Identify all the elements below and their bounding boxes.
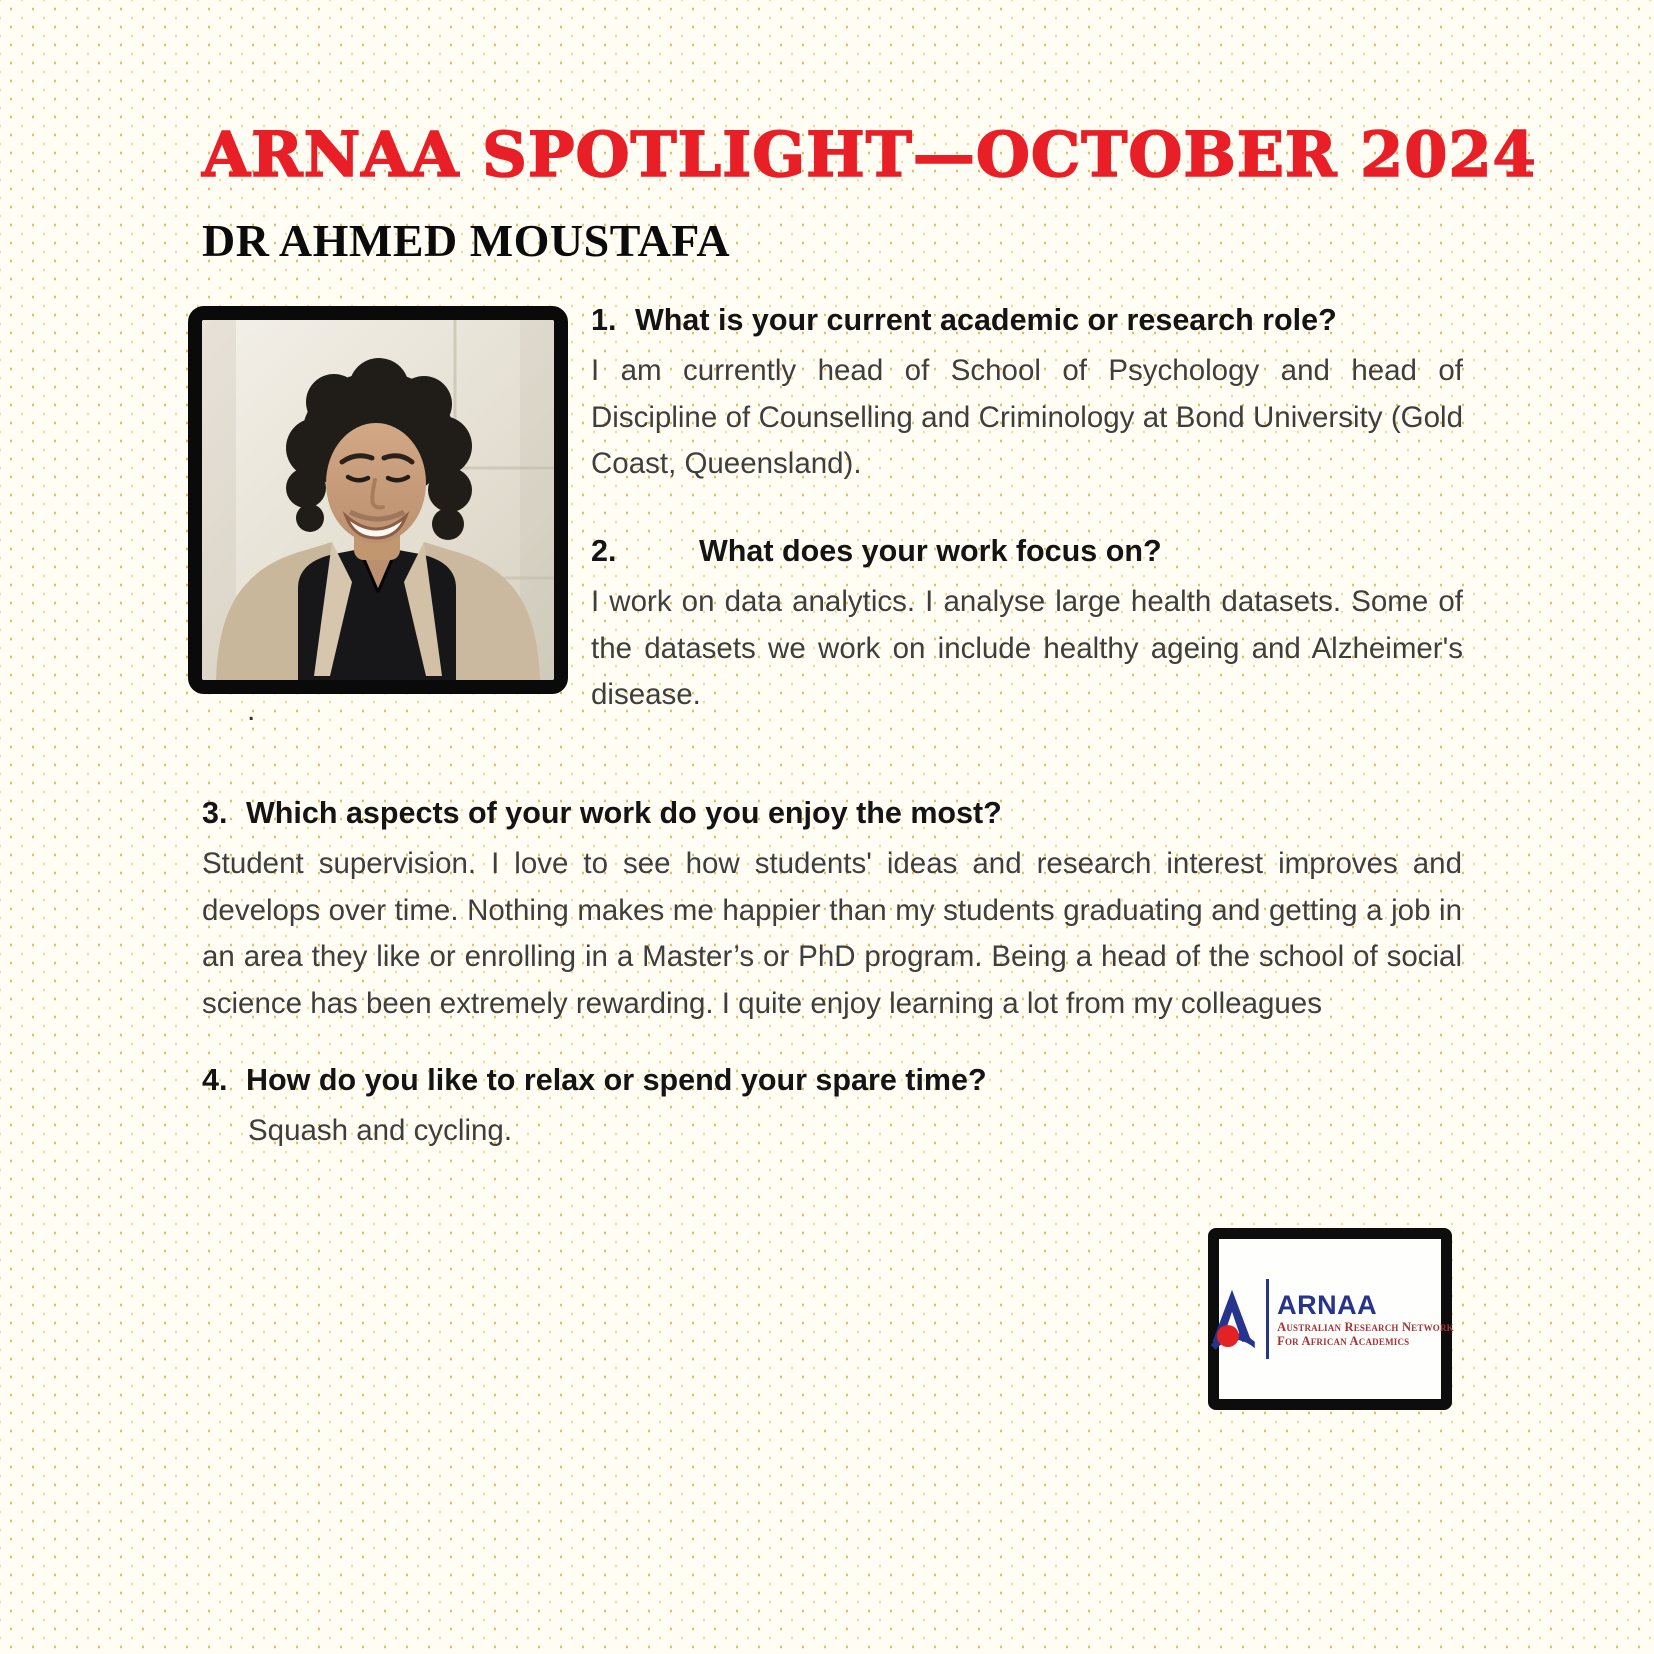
page-title: ARNAA SPOTLIGHT—OCTOBER 2024 <box>202 118 1537 191</box>
qa-section-4 <box>202 1060 1462 1155</box>
qa-section-2 <box>591 531 1463 719</box>
answer-3-text: Student supervision. I love to see how students' ideas and research interest improves and develops over time. Nothing makes me happier than my students graduating and getting a job in an area they like or enrolling in a Master’s or PhD program. Being a head of the school of social science has been extremely rewarding. I quite enjoy learning a lot from my colleagues <box>202 847 1462 1020</box>
logo-brand-name: ARNAA <box>1277 1290 1378 1320</box>
question-3-heading <box>202 793 1462 833</box>
logo-tagline-line2: For African Academics <box>1277 1334 1410 1348</box>
question-1-text: What is your current academic or research role? <box>635 303 1337 337</box>
logo-text-block <box>1277 1290 1454 1348</box>
question-2-heading <box>591 531 1463 571</box>
answer-4-text: Squash and cycling. <box>248 1114 513 1147</box>
arnaa-logo-mark-icon <box>1206 1283 1258 1355</box>
question-2-text: What does your work focus on? <box>699 534 1162 568</box>
question-4-number: 4. <box>202 1063 228 1097</box>
question-3-text: Which aspects of your work do you enjoy the most? <box>246 796 1002 830</box>
answer-2-text: I work on data analytics. I analyse large health datasets. Some of the datasets we work on include healthy ageing and Alzheimer's disease. <box>591 585 1463 711</box>
question-4-text: How do you like to relax or spend your spare time? <box>246 1063 987 1097</box>
portrait-illustration <box>202 320 554 680</box>
question-1-number: 1. <box>591 303 617 337</box>
arnaa-logo-box <box>1208 1228 1452 1410</box>
logo-divider <box>1266 1279 1269 1359</box>
question-1-heading <box>591 300 1463 340</box>
qa-section-1 <box>591 300 1463 488</box>
logo-tagline-line1: Australian Research Network <box>1277 1320 1454 1334</box>
answer-1-text: I am currently head of School of Psychology and head of Discipline of Counselling and Criminology at Bond University (Gold Coast, Queensland). <box>591 354 1463 480</box>
featured-person-name: DR AHMED MOUSTAFA <box>202 215 731 266</box>
question-4-heading <box>202 1060 1462 1100</box>
question-3-number: 3. <box>202 796 228 830</box>
qa-section-3 <box>202 793 1462 1027</box>
portrait-photo <box>188 306 568 694</box>
photo-caption-dot: . <box>247 694 256 727</box>
question-2-number: 2. <box>591 534 617 568</box>
